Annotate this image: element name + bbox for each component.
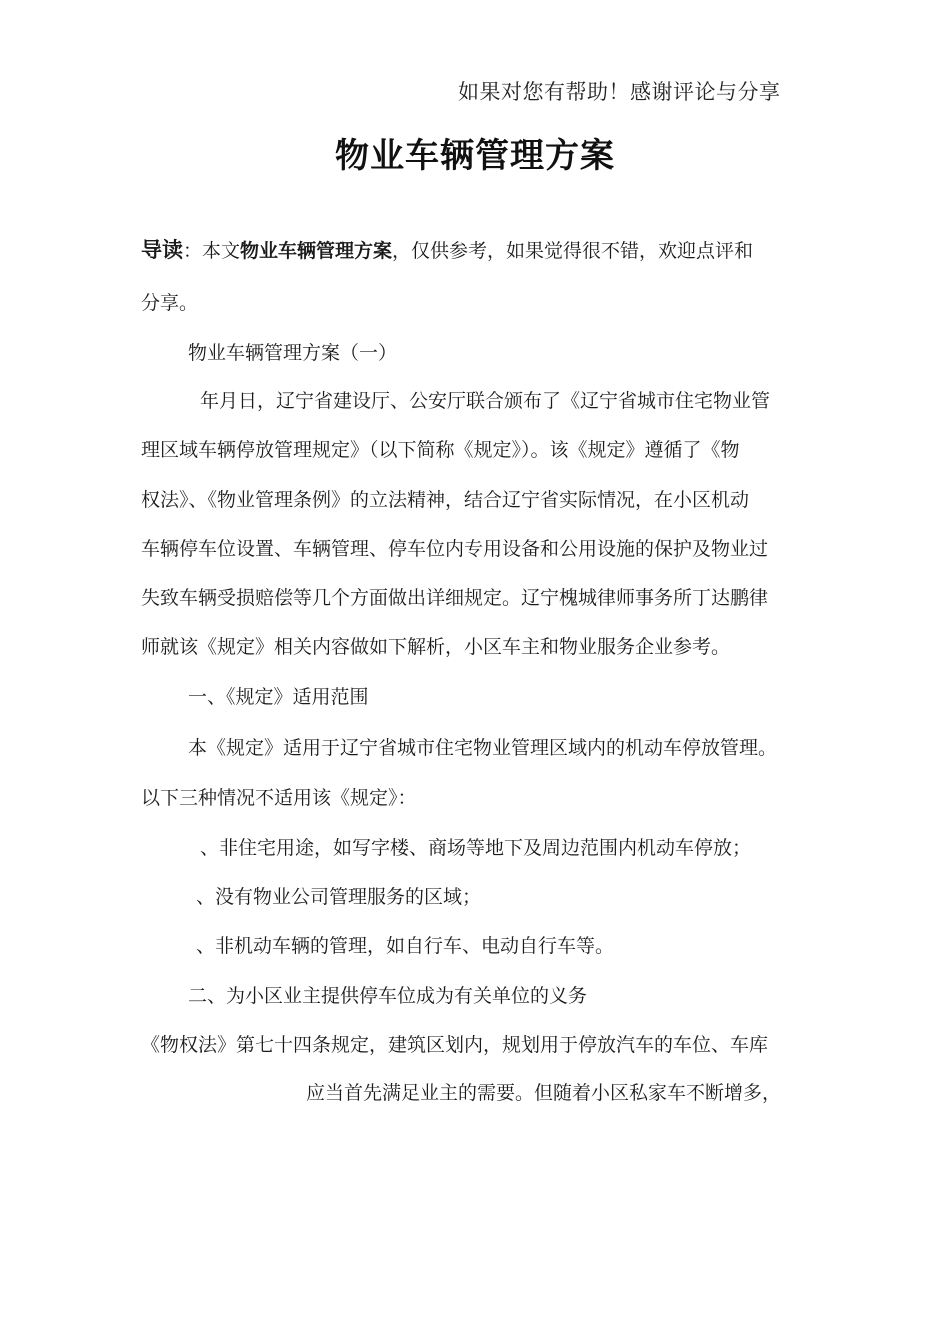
paragraph-1-line-2: 理区域车辆停放管理规定》（以下简称《规定》）。该《规定》遵循了《物 bbox=[141, 439, 740, 461]
paragraph-3-line-1: 《物权法》第七十四条规定，建筑区划内，规划用于停放汽车的车位、车库 bbox=[141, 1034, 769, 1056]
exclusion-item: 、非机动车辆的管理，如自行车、电动自行车等。 bbox=[196, 935, 615, 957]
paragraph-1-line-3: 权法》、《物业管理条例》的立法精神，结合辽宁省实际情况，在小区机动 bbox=[141, 489, 750, 511]
paragraph-1-line-4: 车辆停车位设置、车辆管理、停车位内专用设备和公用设施的保护及物业过 bbox=[141, 538, 769, 560]
subheading-parking-duty: 二、为小区业主提供停车位成为有关单位的义务 bbox=[188, 985, 588, 1007]
header-note: 如果对您有帮助！感谢评论与分享 bbox=[458, 80, 781, 104]
intro-colon-text: ：本文 bbox=[183, 240, 241, 262]
exclusion-item: 、非住宅用途，如写字楼、商场等地下及周边范围内机动车停放； bbox=[200, 837, 752, 859]
exclusion-item: 、没有物业公司管理服务的区域； bbox=[196, 886, 482, 908]
document-title: 物业车辆管理方案 bbox=[335, 136, 615, 176]
section-heading: 物业车辆管理方案（一） bbox=[188, 342, 398, 364]
paragraph-1-line-1: 年月日，辽宁省建设厅、公安厅联合颁布了《辽宁省城市住宅物业管 bbox=[200, 390, 771, 412]
paragraph-2-line-2: 以下三种情况不适用该《规定》： bbox=[141, 787, 417, 809]
paragraph-1-line-6: 师就该《规定》相关内容做如下解析，小区车主和物业服务企业参考。 bbox=[141, 636, 731, 658]
intro-rest-text: ，仅供参考，如果觉得很不错，欢迎点评和 bbox=[392, 240, 754, 262]
intro-lead-label: 导读 bbox=[141, 238, 183, 262]
intro-doc-name: 物业车辆管理方案 bbox=[240, 240, 393, 262]
paragraph-1-line-5: 失致车辆受损赔偿等几个方面做出详细规定。辽宁槐城律师事务所丁达鹏律 bbox=[141, 587, 769, 609]
intro-line-1 bbox=[141, 234, 753, 264]
paragraph-3-line-2: 应当首先满足业主的需要。但随着小区私家车不断增多， bbox=[306, 1082, 782, 1104]
intro-line-2: 分享。 bbox=[141, 292, 199, 314]
paragraph-2-line-1: 本《规定》适用于辽宁省城市住宅物业管理区域内的机动车停放管理。 bbox=[188, 737, 778, 759]
subheading-scope: 一、《规定》适用范围 bbox=[188, 686, 369, 708]
